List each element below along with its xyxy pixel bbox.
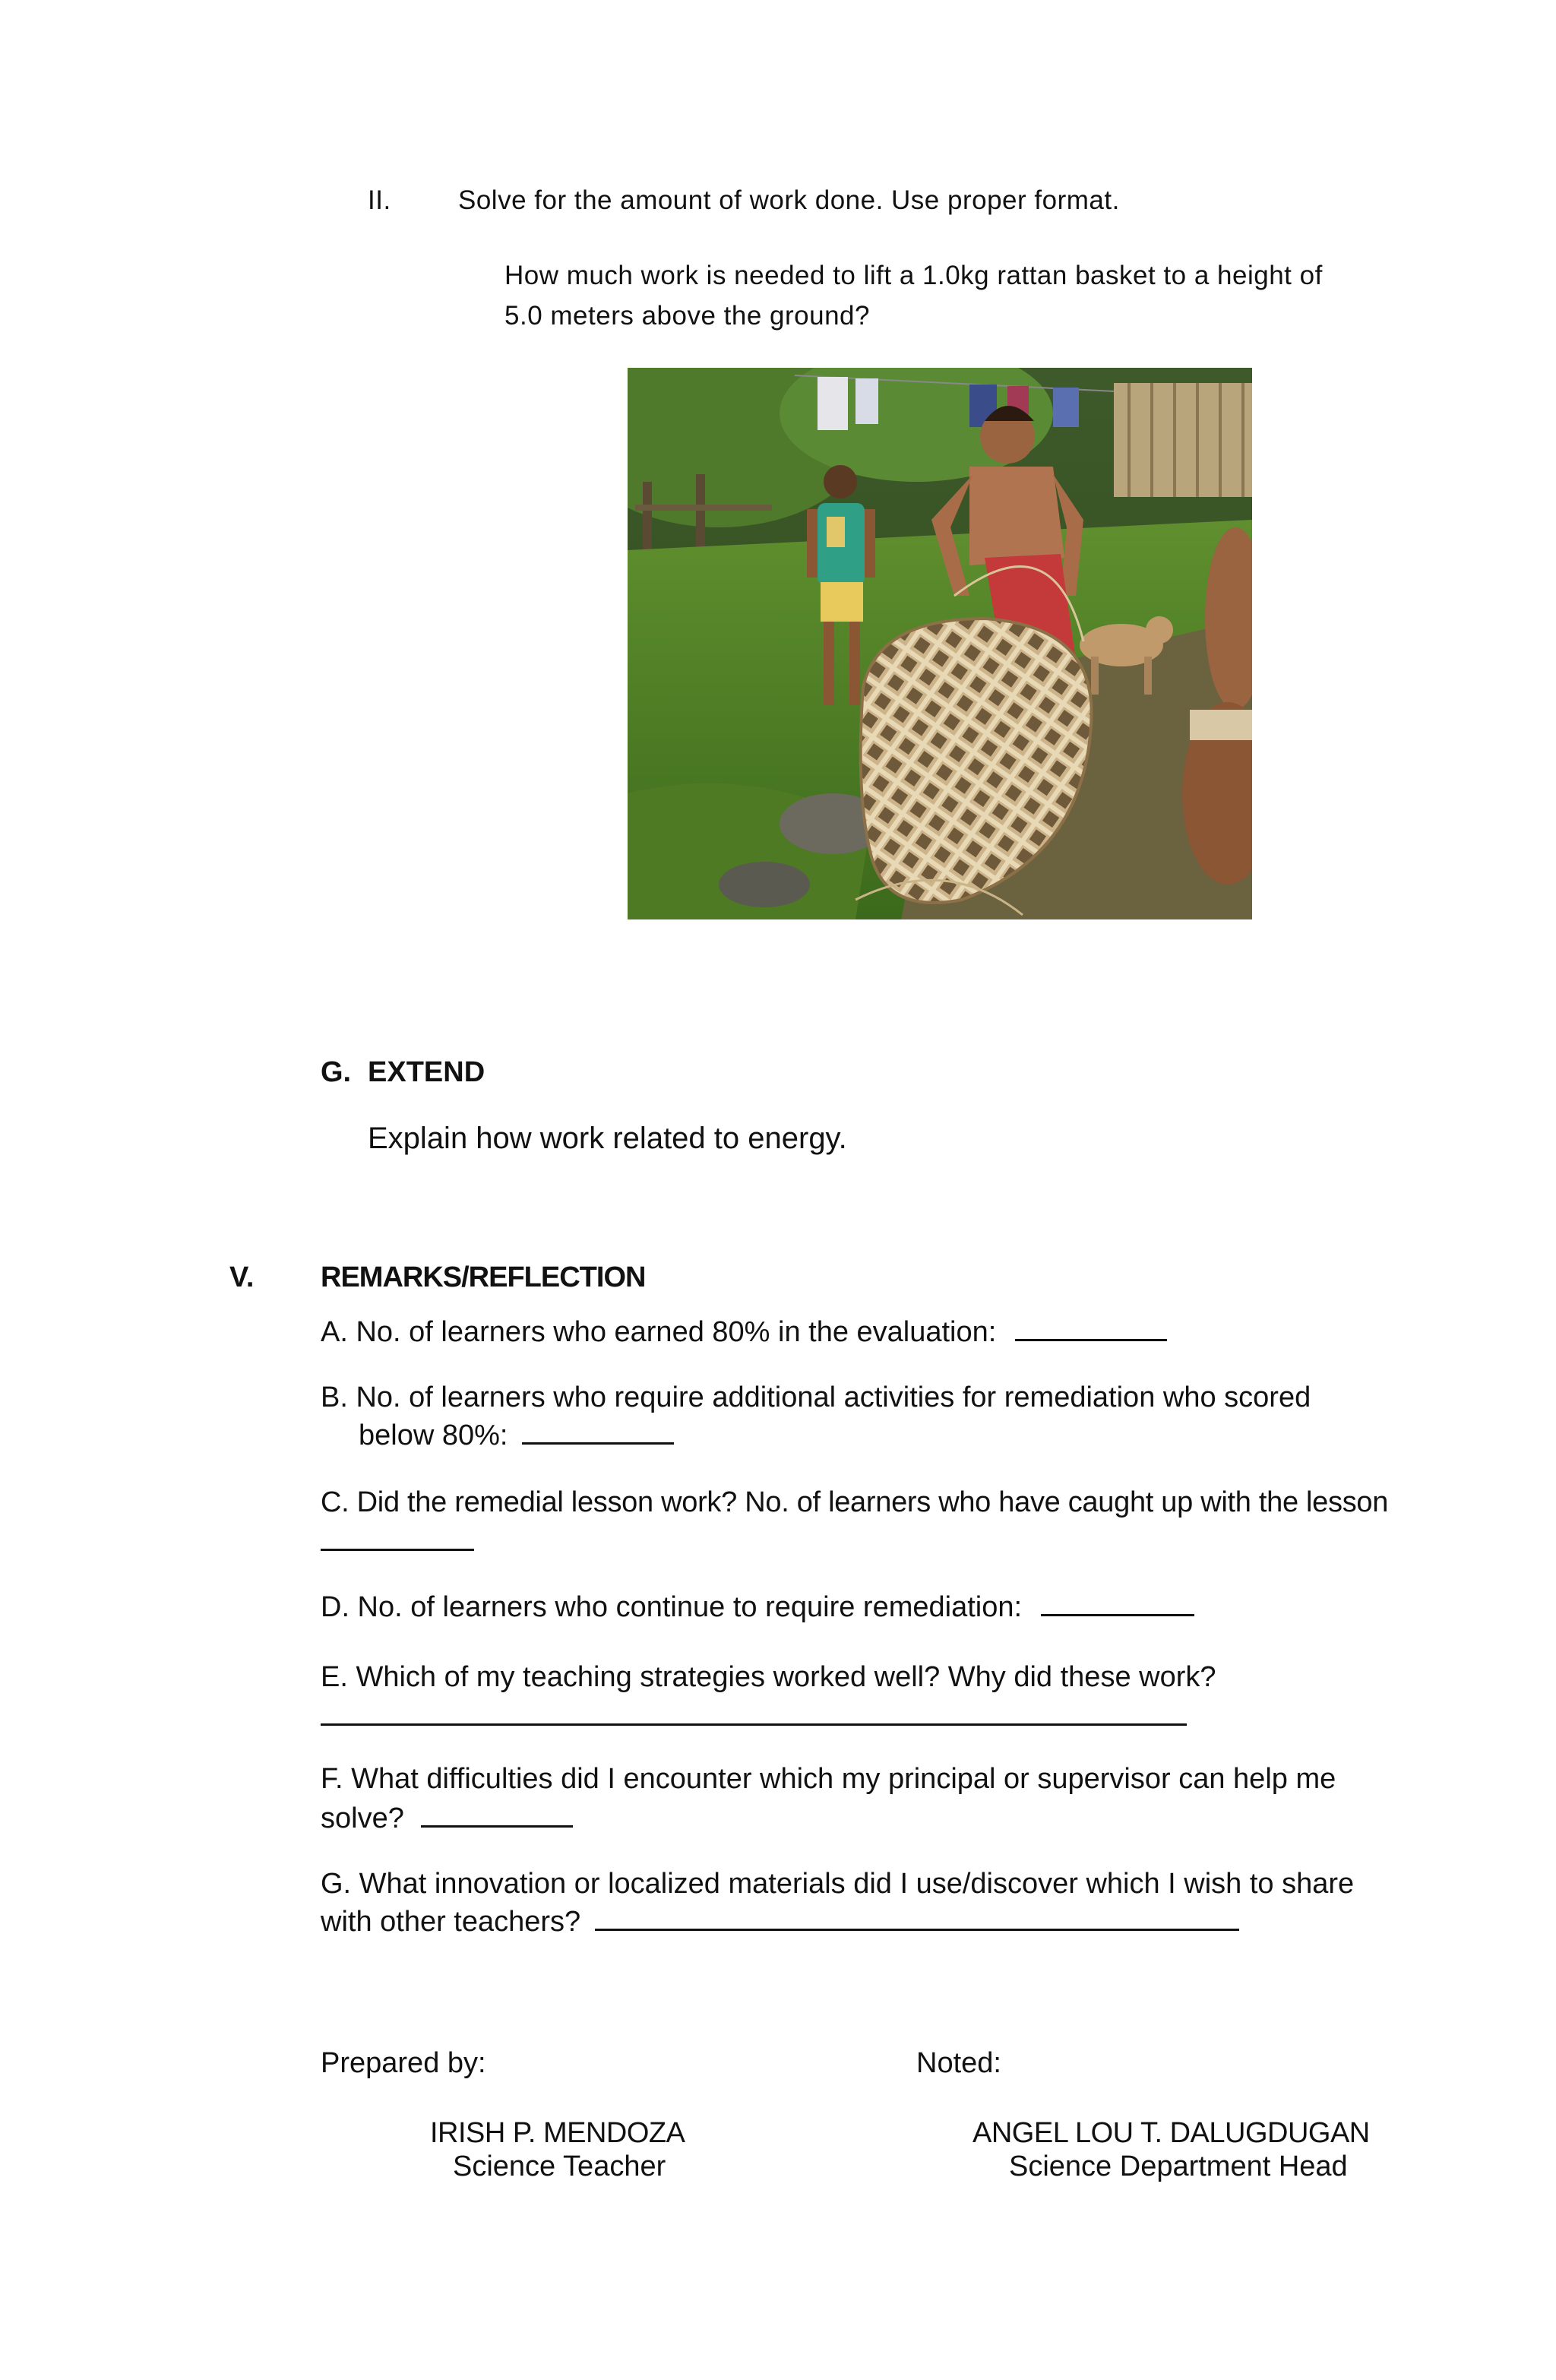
remarks-item-f-line1: F. What difficulties did I encounter which my principal or supervisor can help me — [321, 1763, 1336, 1795]
remarks-item-e: E. Which of my teaching strategies worked well? Why did these work? — [321, 1661, 1216, 1693]
answer-blank-d[interactable] — [1041, 1588, 1194, 1616]
question-line-1: How much work is needed to lift a 1.0kg rattan basket to a height of — [504, 261, 1323, 290]
section-numeral-ii: II. — [368, 185, 391, 215]
answer-blank-f[interactable] — [421, 1799, 573, 1828]
answer-blank-e[interactable] — [321, 1698, 1187, 1726]
remarks-item-f-text: solve? — [321, 1802, 404, 1834]
noted-label: Noted: — [916, 2047, 1001, 2079]
remarks-item-c: C. Did the remedial lesson work? No. of learners who have caught up with the lesson — [321, 1486, 1389, 1518]
extend-heading: EXTEND — [368, 1056, 485, 1088]
answer-blank-b[interactable] — [522, 1416, 674, 1445]
answer-blank-g[interactable] — [595, 1903, 1239, 1931]
answer-blank-a[interactable] — [1015, 1313, 1167, 1341]
remarks-numeral: V. — [229, 1261, 255, 1293]
prepared-by-name: IRISH P. MENDOZA — [430, 2117, 685, 2149]
remarks-item-b-line2 — [359, 1416, 674, 1452]
remarks-item-a-text: A. No. of learners who earned 80% in the evaluation: — [321, 1316, 997, 1348]
remarks-item-b-text: below 80%: — [359, 1419, 508, 1451]
remarks-item-g-line1: G. What innovation or localized materials did I use/discover which I wish to share — [321, 1868, 1355, 1900]
remarks-item-a — [321, 1313, 1167, 1349]
noted-by-name: ANGEL LOU T. DALUGDUGAN — [972, 2117, 1370, 2149]
section-instruction: Solve for the amount of work done. Use proper format. — [458, 185, 1120, 215]
extend-letter: G. — [321, 1056, 352, 1088]
remarks-item-b-line1: B. No. of learners who require additional activities for remediation who scored — [321, 1381, 1311, 1413]
extend-prompt: Explain how work related to energy. — [368, 1122, 847, 1155]
question-line-2: 5.0 meters above the ground? — [504, 301, 870, 331]
remarks-item-d — [321, 1588, 1194, 1624]
remarks-item-g-text: with other teachers? — [321, 1906, 581, 1938]
answer-blank-c[interactable] — [321, 1523, 474, 1551]
remarks-item-d-text: D. No. of learners who continue to require remediation: — [321, 1591, 1023, 1623]
prepared-by-title: Science Teacher — [453, 2151, 666, 2182]
remarks-item-f-line2 — [321, 1799, 573, 1835]
noted-by-title: Science Department Head — [1009, 2151, 1348, 2182]
rattan-basket-photo — [628, 368, 1252, 919]
prepared-by-label: Prepared by: — [321, 2047, 486, 2079]
photo-illustration — [628, 368, 1252, 919]
remarks-heading: REMARKS/REFLECTION — [321, 1261, 646, 1293]
remarks-item-g-line2 — [321, 1903, 1239, 1938]
